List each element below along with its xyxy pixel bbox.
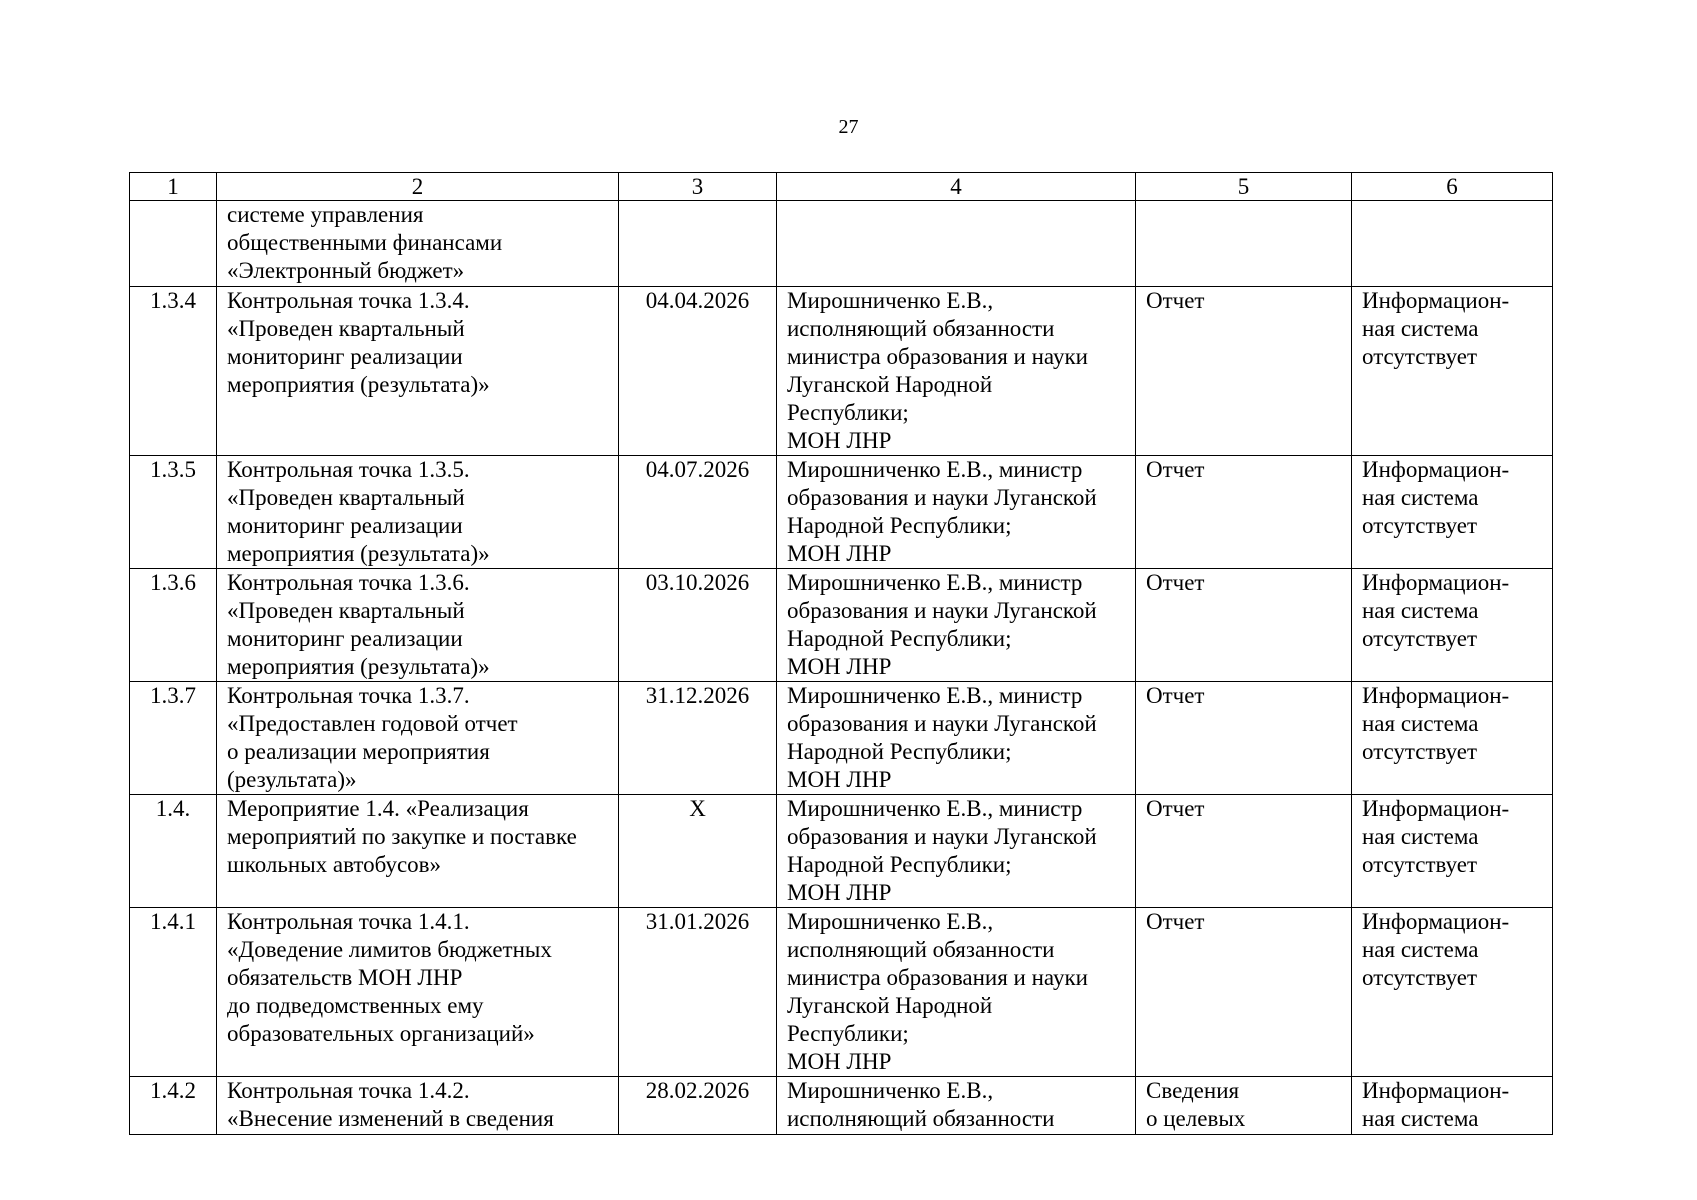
- table-row: [130, 682, 1553, 795]
- document-type: Отчет: [1136, 456, 1352, 569]
- row-number: 1.4.1: [130, 908, 217, 1077]
- deadline-date: 31.12.2026: [619, 682, 777, 795]
- column-header: 5: [1136, 173, 1352, 201]
- table-row: [130, 569, 1553, 682]
- column-number-row: [130, 173, 1553, 201]
- responsible-person: Мирошниченко Е.В., исполняющий обязанности: [777, 1077, 1136, 1135]
- information-system: Информацион- ная система отсутствует: [1352, 569, 1553, 682]
- deadline-date: 04.04.2026: [619, 287, 777, 456]
- document-type: Сведения о целевых: [1136, 1077, 1352, 1135]
- row-number: 1.3.6: [130, 569, 217, 682]
- document-type: [1136, 201, 1352, 287]
- row-number: 1.3.5: [130, 456, 217, 569]
- information-system: Информацион- ная система отсутствует: [1352, 287, 1553, 456]
- column-header: 4: [777, 173, 1136, 201]
- document-type: Отчет: [1136, 795, 1352, 908]
- column-header: 6: [1352, 173, 1553, 201]
- event-name: Контрольная точка 1.3.6. «Проведен квартальный мониторинг реализации мероприятия (результата)»: [217, 569, 619, 682]
- responsible-person: Мирошниченко Е.В., исполняющий обязанности министра образования и науки Луганской Народной Республики; МОН ЛНР: [777, 908, 1136, 1077]
- table-row: [130, 287, 1553, 456]
- deadline-date: 31.01.2026: [619, 908, 777, 1077]
- event-name: Контрольная точка 1.4.1. «Доведение лимитов бюджетных обязательств МОН ЛНР до подведомственных ему образовательных организаций»: [217, 908, 619, 1077]
- event-name: Контрольная точка 1.3.5. «Проведен квартальный мониторинг реализации мероприятия (результата)»: [217, 456, 619, 569]
- event-name: Мероприятие 1.4. «Реализация мероприятий по закупке и поставке школьных автобусов»: [217, 795, 619, 908]
- deadline-date: 28.02.2026: [619, 1077, 777, 1135]
- information-system: Информацион- ная система: [1352, 1077, 1553, 1135]
- information-system: [1352, 201, 1553, 287]
- responsible-person: Мирошниченко Е.В., министр образования и науки Луганской Народной Республики; МОН ЛНР: [777, 682, 1136, 795]
- row-number: 1.4.2: [130, 1077, 217, 1135]
- event-name: системе управления общественными финансами «Электронный бюджет»: [217, 201, 619, 287]
- column-header: 3: [619, 173, 777, 201]
- responsible-person: Мирошниченко Е.В., министр образования и науки Луганской Народной Республики; МОН ЛНР: [777, 569, 1136, 682]
- responsible-person: Мирошниченко Е.В., министр образования и науки Луганской Народной Республики; МОН ЛНР: [777, 795, 1136, 908]
- responsible-person: [777, 201, 1136, 287]
- column-header: 1: [130, 173, 217, 201]
- deadline-date: 03.10.2026: [619, 569, 777, 682]
- table-row: [130, 456, 1553, 569]
- information-system: Информацион- ная система отсутствует: [1352, 908, 1553, 1077]
- information-system: Информацион- ная система отсутствует: [1352, 682, 1553, 795]
- information-system: Информацион- ная система отсутствует: [1352, 795, 1553, 908]
- table-row: [130, 795, 1553, 908]
- table-row: [130, 201, 1553, 287]
- table-row: [130, 908, 1553, 1077]
- responsible-person: Мирошниченко Е.В., министр образования и науки Луганской Народной Республики; МОН ЛНР: [777, 456, 1136, 569]
- deadline-date: [619, 201, 777, 287]
- document-type: Отчет: [1136, 682, 1352, 795]
- event-name: Контрольная точка 1.3.4. «Проведен квартальный мониторинг реализации мероприятия (результата)»: [217, 287, 619, 456]
- row-number: 1.3.4: [130, 287, 217, 456]
- event-name: Контрольная точка 1.4.2. «Внесение изменений в сведения: [217, 1077, 619, 1135]
- event-name: Контрольная точка 1.3.7. «Предоставлен годовой отчет о реализации мероприятия (результата)»: [217, 682, 619, 795]
- column-header: 2: [217, 173, 619, 201]
- document-type: Отчет: [1136, 287, 1352, 456]
- document-type: Отчет: [1136, 569, 1352, 682]
- responsible-person: Мирошниченко Е.В., исполняющий обязанности министра образования и науки Луганской Народной Республики; МОН ЛНР: [777, 287, 1136, 456]
- page-number: 27: [838, 116, 859, 138]
- row-number: 1.4.: [130, 795, 217, 908]
- plan-table: [129, 172, 1553, 1135]
- deadline-date: Х: [619, 795, 777, 908]
- table-row: [130, 1077, 1553, 1135]
- document-type: Отчет: [1136, 908, 1352, 1077]
- deadline-date: 04.07.2026: [619, 456, 777, 569]
- row-number: [130, 201, 217, 287]
- information-system: Информацион- ная система отсутствует: [1352, 456, 1553, 569]
- row-number: 1.3.7: [130, 682, 217, 795]
